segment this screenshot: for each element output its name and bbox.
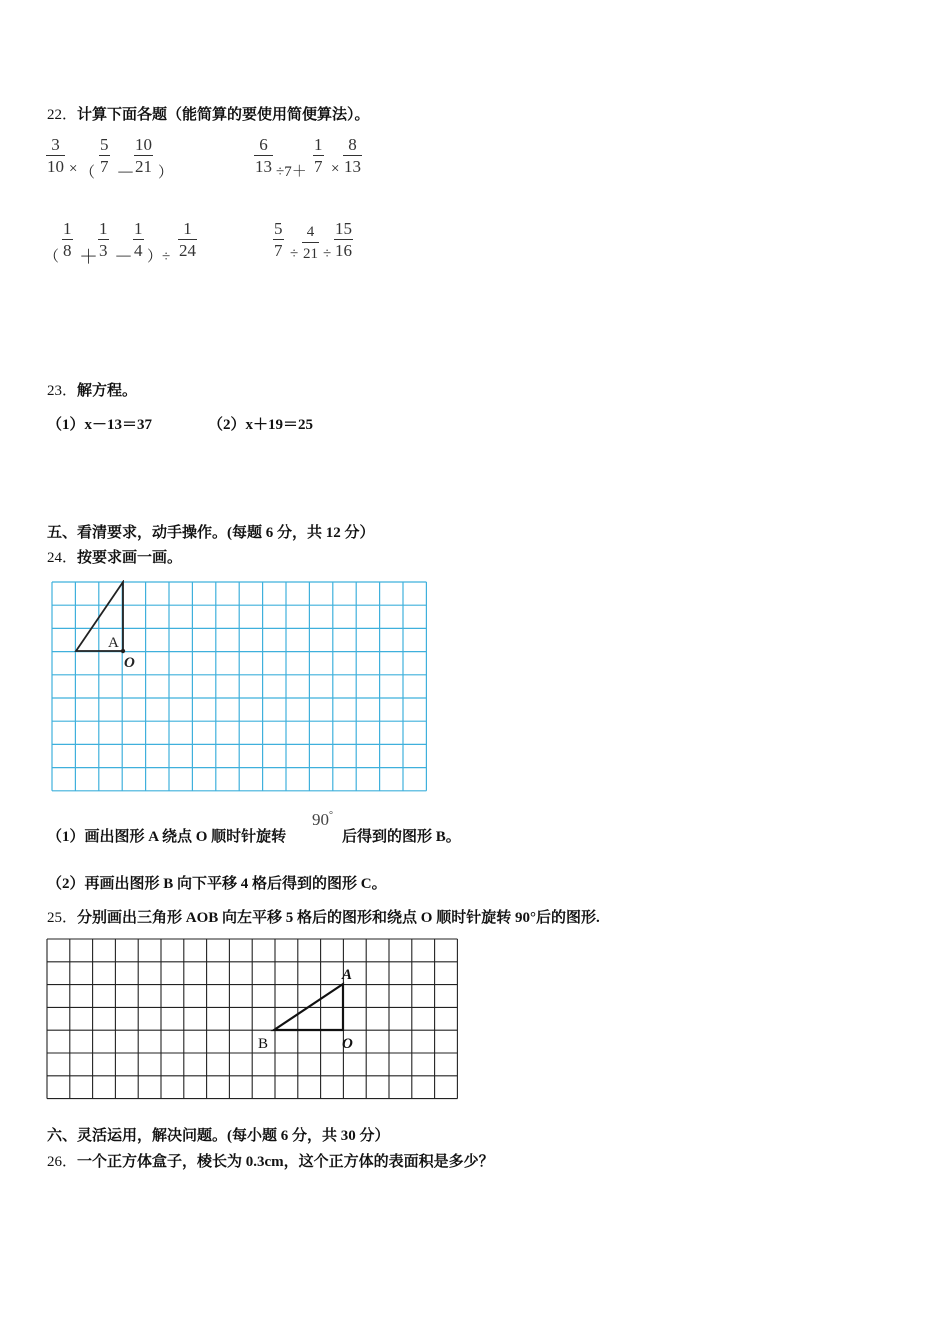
equation-2: （2）x＋19＝25 xyxy=(208,417,314,433)
question-number: 22． xyxy=(47,107,78,123)
question-23 xyxy=(47,379,137,400)
degree-mark: ° xyxy=(329,810,333,821)
label-a: A xyxy=(342,967,353,983)
fraction: $\frac{3}{10}$ xyxy=(47,135,64,176)
left-paren: （ xyxy=(44,249,60,265)
question-title: 一个正方体盒子，棱长为 0.3cm，这个正方体的表面积是多少？ xyxy=(77,1154,494,1170)
rotation-angle xyxy=(312,810,333,830)
instruction-24-1 xyxy=(47,825,286,846)
minus-sign: － xyxy=(114,247,134,268)
label-b: B xyxy=(258,1036,269,1052)
label-a: A xyxy=(108,635,119,651)
question-number: 24． xyxy=(47,550,78,566)
minus-sign: － xyxy=(116,163,136,184)
fraction: $\frac{8}{13}$ xyxy=(344,135,361,176)
label-o: O xyxy=(124,655,135,671)
instruction-24-2: （2）再画出图形 B 向下平移 4 格后得到的图形 C。 xyxy=(47,876,387,892)
question-title: 分别画出三角形 AOB 向左平移 5 格后的图形和绕点 O 顺时针旋转 90°后的图形. xyxy=(77,910,600,926)
grid-lines xyxy=(52,582,426,791)
grid-lines xyxy=(47,939,457,1099)
question-24 xyxy=(47,546,182,567)
question-title: 计算下面各题（能简算的要使用简便算法）。 xyxy=(77,107,370,123)
question-26 xyxy=(47,1150,494,1171)
right-paren: ） xyxy=(158,165,174,181)
fraction: $\frac{6}{13}$ xyxy=(255,135,272,176)
equation-1: （1）x－13＝37 xyxy=(47,417,153,433)
fraction: $\frac{5}{7}$ xyxy=(100,135,109,176)
question-number: 23． xyxy=(47,383,78,399)
fraction: $\frac{1}{4}$ xyxy=(134,219,143,260)
fraction: $\frac{1}{24}$ xyxy=(179,219,196,260)
question-title: 按要求画一画。 xyxy=(77,550,183,566)
fraction: $\frac{1}{7}$ xyxy=(314,135,323,176)
angle-value: 90 xyxy=(312,810,329,829)
grid-24 xyxy=(50,580,430,794)
divide-sign: ÷ xyxy=(290,246,299,262)
times-sign: × xyxy=(69,161,78,177)
instruction-text: （1）画出图形 A 绕点 O 顺时针旋转 xyxy=(47,829,287,845)
question-title: 解方程。 xyxy=(77,383,138,399)
left-paren: （ xyxy=(80,165,96,181)
right-paren-divide: ）÷ xyxy=(147,249,171,265)
fraction: $\frac{5}{7}$ xyxy=(274,219,283,260)
section-6-heading: 六、灵活运用，解决问题。(每小题 6 分，共 30 分） xyxy=(47,1128,390,1144)
fraction: $\frac{1}{3}$ xyxy=(99,219,108,260)
question-number: 25． xyxy=(47,910,78,926)
question-number: 26． xyxy=(47,1154,78,1170)
times-sign: × xyxy=(331,161,340,177)
question-22 xyxy=(47,103,370,124)
section-5-heading: 五、看清要求，动手操作。(每题 6 分，共 12 分） xyxy=(47,525,375,541)
grid-25 xyxy=(46,938,458,1100)
divide-sign: ÷ xyxy=(323,246,332,262)
label-o: O xyxy=(342,1036,353,1052)
fraction: $\frac{10}{21}$ xyxy=(135,135,152,176)
divide-seven-plus: ÷7＋ xyxy=(276,164,307,180)
question-25 xyxy=(47,906,600,927)
plus-sign: ＋ xyxy=(79,247,99,268)
fraction: $\frac{4}{21}$ xyxy=(302,222,319,265)
point-o xyxy=(121,649,125,653)
fraction: $\frac{15}{16}$ xyxy=(335,219,352,260)
fraction: $\frac{1}{8}$ xyxy=(63,219,72,260)
instruction-24-1-end: 后得到的图形 B。 xyxy=(342,829,461,845)
